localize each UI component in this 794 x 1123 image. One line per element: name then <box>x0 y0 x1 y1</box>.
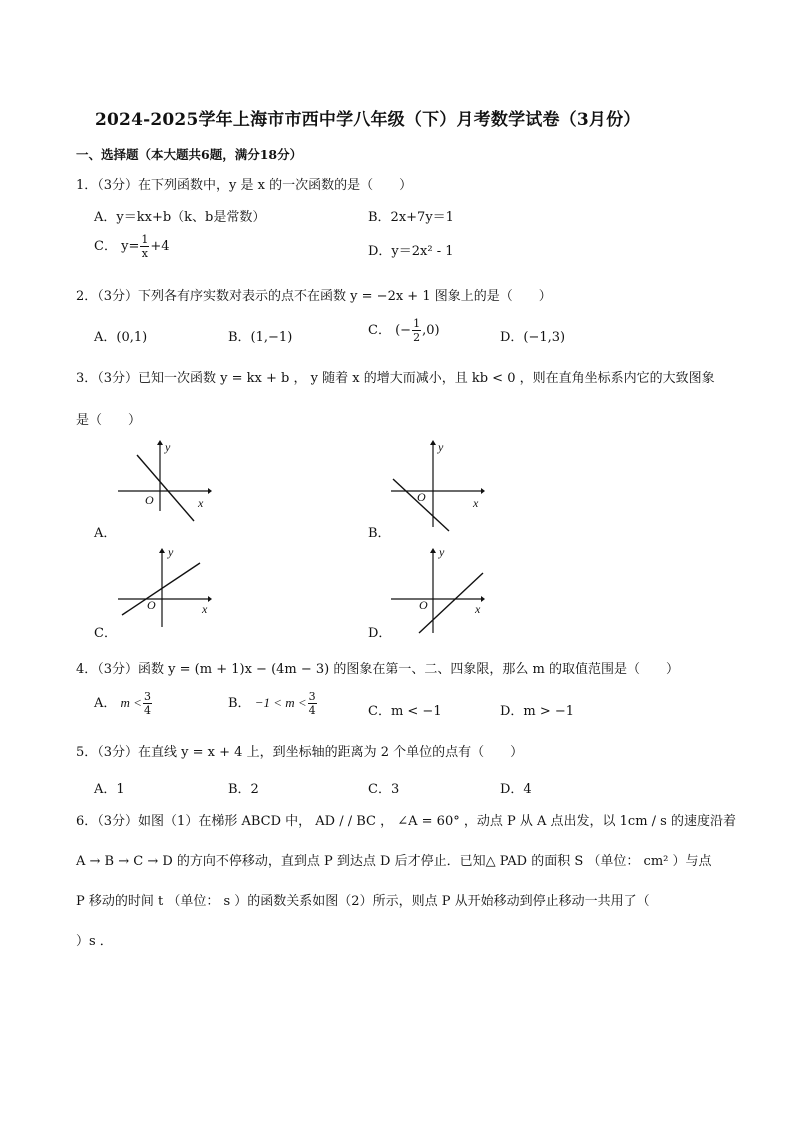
question-1-option-a: A．y＝kx+b（k、b是常数） <box>94 210 266 225</box>
fraction <box>143 691 152 716</box>
option-c-prefix: y= <box>121 239 140 254</box>
y-axis-arrow <box>159 548 165 553</box>
question-3-stem-continued: 是（ ） <box>76 413 142 428</box>
question-3-stem: 3．（3分）已知一次函数 y = kx + b ， y 随着 x 的增大而减小，且 kb < 0 ，则在直角坐标系内它的大致图象 <box>76 371 715 386</box>
y-axis-arrow <box>430 440 436 445</box>
fraction-denominator: 4 <box>308 704 316 717</box>
graph-option-a <box>112 437 222 517</box>
y-axis-arrow <box>157 440 163 445</box>
option-b-prefix: −1 < m < <box>254 695 307 710</box>
section-heading: 一、选择题（本大题共6题，满分18分） <box>76 147 303 162</box>
question-6-line-4: ）s ． <box>76 934 113 949</box>
option-c-prefix: (− <box>395 323 412 338</box>
x-axis-arrow <box>208 488 212 494</box>
origin-label: O <box>419 598 428 612</box>
option-a-prefix: m < <box>120 695 142 710</box>
graph-option-b <box>385 437 495 537</box>
y-axis-label: y <box>438 440 444 454</box>
y-axis-label: y <box>439 545 445 559</box>
fraction <box>140 234 149 259</box>
fraction-denominator: 2 <box>413 331 421 344</box>
question-2-option-c <box>368 318 440 343</box>
question-3-option-c: C． <box>94 626 117 641</box>
question-5-option-a: A．1 <box>94 782 125 797</box>
option-label: A． <box>94 696 117 711</box>
question-4-option-b <box>228 691 318 716</box>
option-label: B． <box>228 696 251 711</box>
question-3-option-b: B． <box>368 526 391 541</box>
fraction-numerator: 1 <box>413 317 421 330</box>
graph-option-c <box>112 543 222 633</box>
question-2-option-a: A．(0,1) <box>94 330 148 345</box>
function-line <box>393 479 449 531</box>
y-axis-arrow <box>430 548 436 553</box>
fraction <box>308 691 317 716</box>
question-5-option-d: D．4 <box>500 782 532 797</box>
x-axis-label: x <box>475 602 481 616</box>
fraction <box>412 318 421 343</box>
question-2-stem: 2．（3分）下列各有序实数对表示的点不在函数 y = −2x + 1 图象上的是（ ） <box>76 289 552 304</box>
option-label: C． <box>368 323 391 338</box>
page-title: 2024-2025学年上海市市西中学八年级（下）月考数学试卷（3月份） <box>95 110 641 130</box>
question-1-option-b: B．2x+7y＝1 <box>368 210 454 225</box>
question-1-option-d: D．y＝2x² - 1 <box>368 244 454 259</box>
question-5-option-c: C．3 <box>368 782 400 797</box>
question-4-option-a <box>94 691 153 716</box>
question-6-line-3: P 移动的时间 t （单位： s ）的函数关系如图（2）所示，则点 P 从开始移动到停止移动一共用了（ <box>76 894 650 909</box>
function-line <box>137 455 194 521</box>
fraction-numerator: 3 <box>308 690 316 703</box>
question-6-line-2: A → B → C → D 的方向不停移动，直到点 P 到达点 D 后才停止．已知△ PAD 的面积 S （单位： cm² ）与点 <box>76 854 712 869</box>
fraction-numerator: 1 <box>141 233 149 246</box>
x-axis-label: x <box>198 496 204 510</box>
graph-option-d <box>385 543 495 638</box>
question-4-option-d: D．m > −1 <box>500 704 575 719</box>
origin-label: O <box>145 493 154 507</box>
question-4-stem: 4．（3分）函数 y = (m + 1)x − (4m − 3) 的图象在第一、二、四象限，那么 m 的取值范围是（ ） <box>76 662 679 677</box>
option-c-suffix: +4 <box>150 239 170 254</box>
option-c-suffix: ,0) <box>422 323 440 338</box>
y-axis-label: y <box>168 545 174 559</box>
question-1-stem: 1．（3分）在下列函数中，y 是 x 的一次函数的是（ ） <box>76 178 413 193</box>
origin-label: O <box>417 490 426 504</box>
fraction-denominator: x <box>141 247 148 260</box>
y-axis-label: y <box>165 440 171 454</box>
question-2-option-b: B．(1,−1) <box>228 330 293 345</box>
x-axis-label: x <box>202 602 208 616</box>
question-6-line-1: 6．（3分）如图（1）在梯形 ABCD 中， AD / / BC ， ∠A = 60° ，动点 P 从 A 点出发，以 1cm / s 的速度沿着 <box>76 814 736 829</box>
x-axis-arrow <box>208 596 212 602</box>
question-1-option-c <box>94 234 170 259</box>
question-4-option-c: C．m < −1 <box>368 704 442 719</box>
question-3-option-d: D． <box>368 626 392 641</box>
question-5-option-b: B．2 <box>228 782 259 797</box>
fraction-numerator: 3 <box>143 690 151 703</box>
origin-label: O <box>147 598 156 612</box>
fraction-denominator: 4 <box>143 704 151 717</box>
question-3-option-a: A． <box>94 526 117 541</box>
x-axis-label: x <box>473 496 479 510</box>
function-line <box>419 573 483 633</box>
x-axis-arrow <box>481 488 485 494</box>
question-5-stem: 5．（3分）在直线 y = x + 4 上，到坐标轴的距离为 2 个单位的点有（ ） <box>76 745 524 760</box>
question-2-option-d: D．(−1,3) <box>500 330 566 345</box>
function-line <box>122 563 200 615</box>
x-axis-arrow <box>481 596 485 602</box>
option-label: C． <box>94 239 117 254</box>
